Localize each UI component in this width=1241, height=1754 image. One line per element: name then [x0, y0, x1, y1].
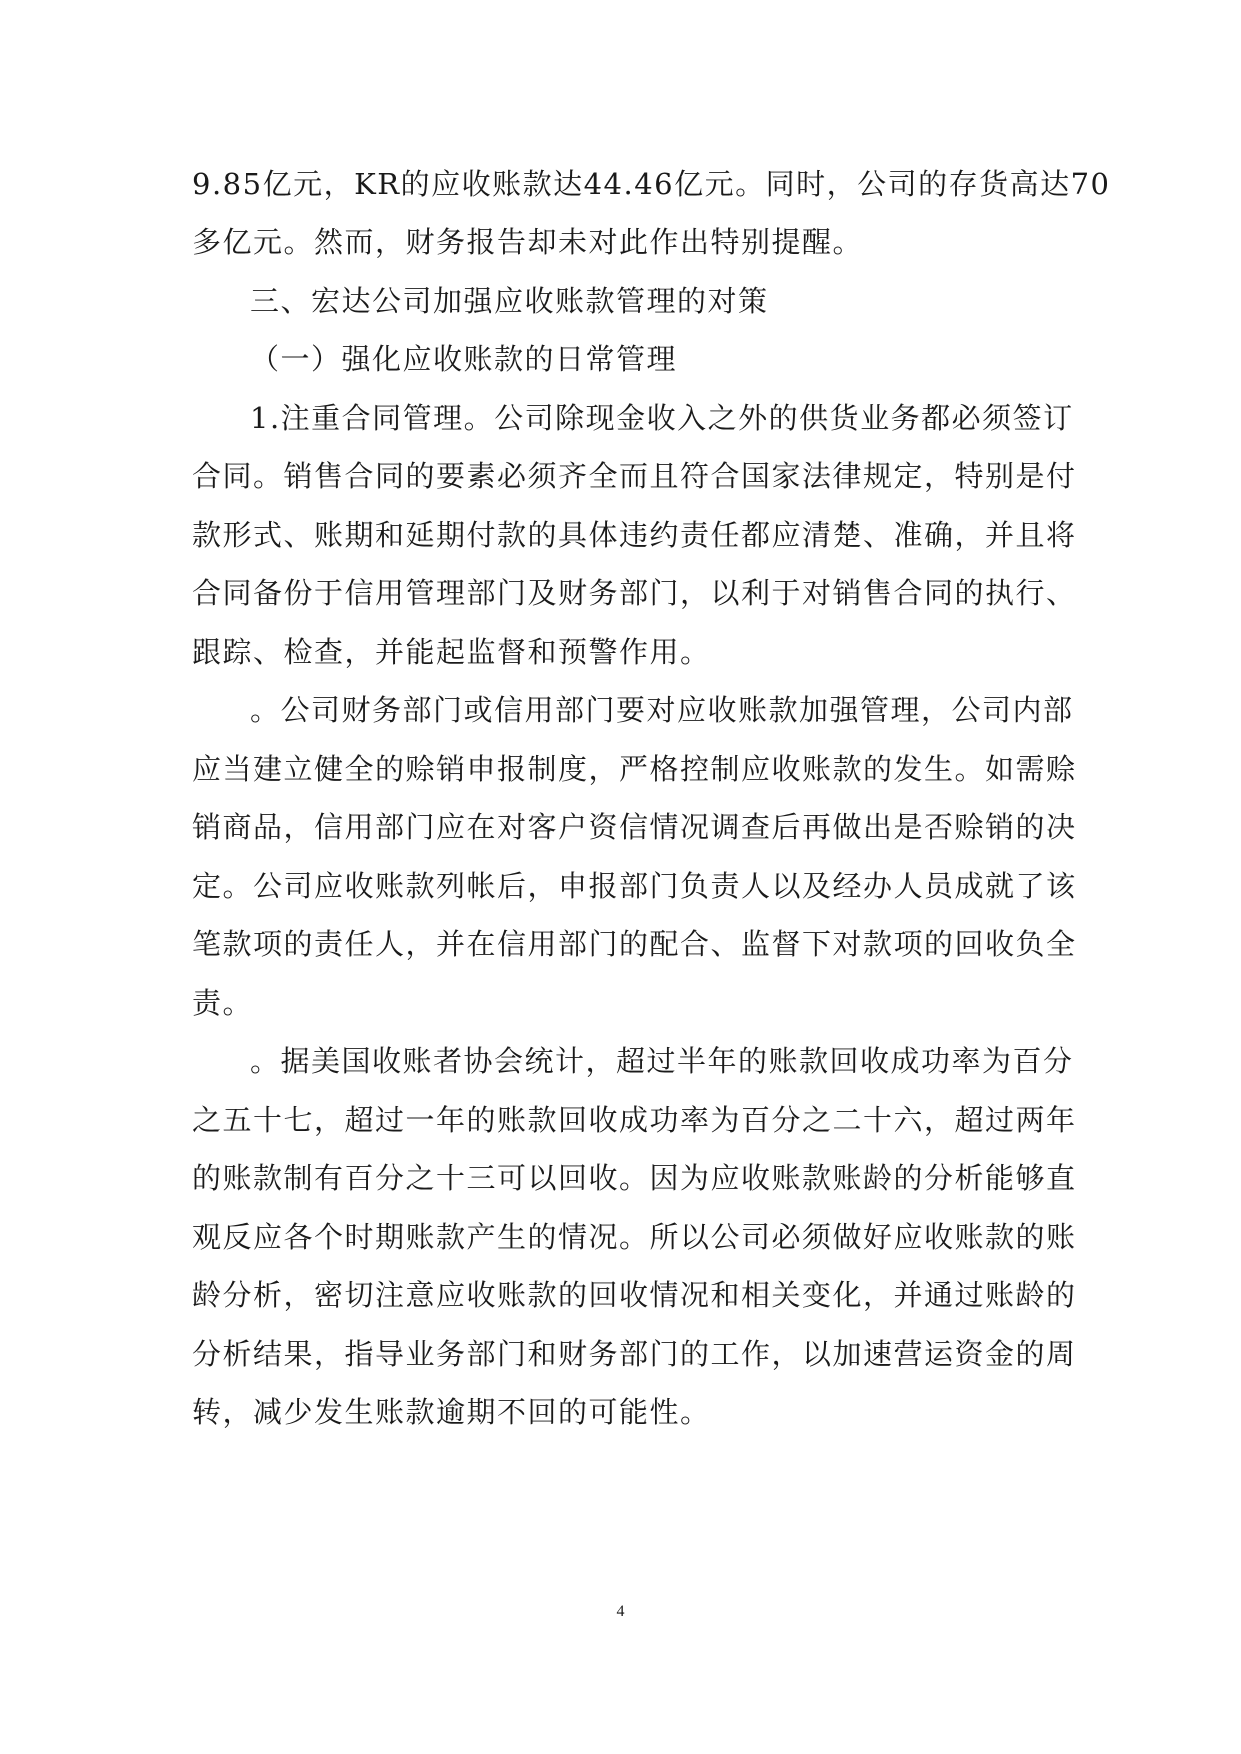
body-text-line: 9.85亿元，KR的应收账款达44.46亿元。同时，公司的存货高达70	[192, 167, 1111, 201]
page-number: 4	[616, 1603, 625, 1620]
section-heading: 三、宏达公司加强应收账款管理的对策	[250, 284, 769, 318]
subsection-heading: （一）强化应收账款的日常管理	[250, 342, 678, 376]
body-text-line: 龄分析，密切注意应收账款的回收情况和相关变化，并通过账龄的	[192, 1278, 1077, 1312]
body-text-line: 销商品，信用部门应在对客户资信情况调查后再做出是否赊销的决	[192, 810, 1077, 844]
body-text-line: 。公司财务部门或信用部门要对应收账款加强管理，公司内部	[250, 693, 1074, 727]
body-text-line: 。据美国收账者协会统计，超过半年的账款回收成功率为百分	[250, 1044, 1074, 1078]
body-text-line: 应当建立健全的赊销申报制度，严格控制应收账款的发生。如需赊	[192, 752, 1077, 786]
body-text-line: 分析结果，指导业务部门和财务部门的工作，以加速营运资金的周	[192, 1337, 1077, 1371]
body-text-line: 款形式、账期和延期付款的具体违约责任都应清楚、准确，并且将	[192, 518, 1077, 552]
body-text-line: 观反应各个时期账款产生的情况。所以公司必须做好应收账款的账	[192, 1220, 1077, 1254]
body-text-line: 合同备份于信用管理部门及财务部门，以利于对销售合同的执行、	[192, 576, 1077, 610]
body-text-line: 责。	[192, 986, 254, 1020]
body-text-line: 转，减少发生账款逾期不回的可能性。	[192, 1395, 711, 1429]
body-text-line: 合同。销售合同的要素必须齐全而且符合国家法律规定，特别是付	[192, 459, 1077, 493]
body-text-line: 笔款项的责任人，并在信用部门的配合、监督下对款项的回收负全	[192, 927, 1077, 961]
body-text-line: 跟踪、检查，并能起监督和预警作用。	[192, 635, 711, 669]
body-text-line: 之五十七，超过一年的账款回收成功率为百分之二十六，超过两年	[192, 1103, 1077, 1137]
body-text-line: 的账款制有百分之十三可以回收。因为应收账款账龄的分析能够直	[192, 1161, 1077, 1195]
body-text-line: 多亿元。然而，财务报告却未对此作出特别提醒。	[192, 225, 864, 259]
body-text-line: 1.注重合同管理。公司除现金收入之外的供货业务都必须签订	[250, 401, 1074, 435]
body-text-line: 定。公司应收账款列帐后，申报部门负责人以及经办人员成就了该	[192, 869, 1077, 903]
